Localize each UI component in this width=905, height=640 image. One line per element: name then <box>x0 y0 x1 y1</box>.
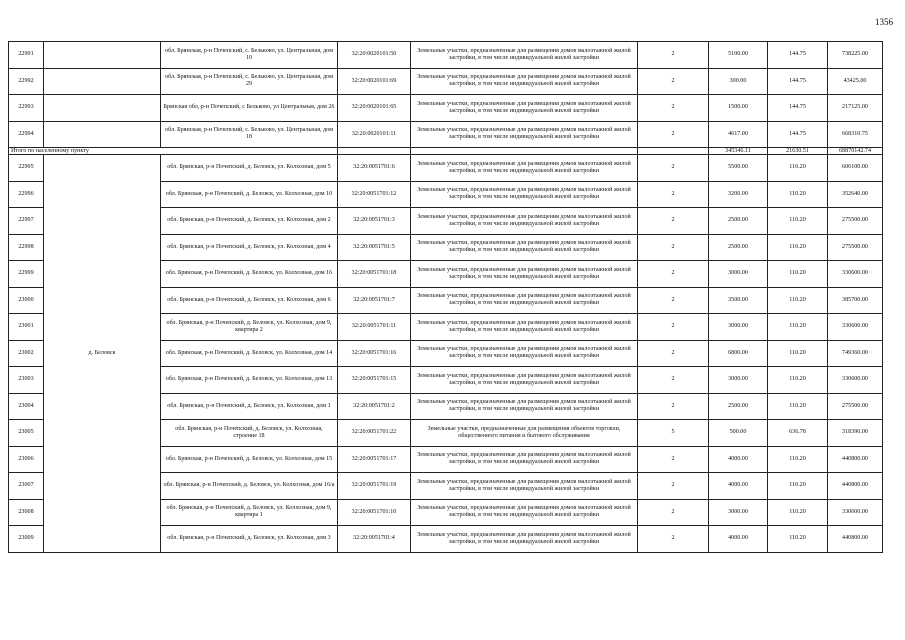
area-value: 4617.00 <box>709 121 768 148</box>
rate-value: 110.20 <box>768 287 828 314</box>
rate-value: 110.20 <box>768 367 828 394</box>
group-code: 2 <box>638 287 709 314</box>
land-valuation-table <box>8 41 883 553</box>
land-purpose: Земельные участки, предназначенные для размещения домов малоэтажной жилой застройки, в том числе индивидуальной жилой застройки <box>411 121 638 148</box>
address-cell: обл. Брянская, р-н Почепский, д. Беловск, ул. Колхозная, дом 9, квартира 2 <box>161 314 338 341</box>
cadastral-value: 738225.00 <box>828 42 883 69</box>
land-purpose: Земельные участки, предназначенные для размещения домов малоэтажной жилой застройки, в том числе индивидуальной жилой застройки <box>411 287 638 314</box>
address-cell: обл. Брянская, р-н Почепский, д. Беловск, ул. Колхозная, дом 4 <box>161 234 338 261</box>
land-purpose: Земельные участки, предназначенные для размещения домов малоэтажной жилой застройки, в том числе индивидуальной жилой застройки <box>411 393 638 420</box>
cadastral-value: 330600.00 <box>828 314 883 341</box>
settlement-cell <box>44 95 161 122</box>
rate-value: 110.20 <box>768 181 828 208</box>
address-cell: обл. Брянская, р-н Почепский, д. Беловск, ул. Колхозная, дом 9, квартира 1 <box>161 499 338 526</box>
cadastral-value: 352640.00 <box>828 181 883 208</box>
total-blank-cell <box>338 148 411 155</box>
cadastral-value: 275500.00 <box>828 208 883 235</box>
rate-value: 110.20 <box>768 473 828 500</box>
row-number: 22998 <box>9 234 44 261</box>
cadastral-number: 32:20:0051701:18 <box>338 261 411 288</box>
area-value: 3200.00 <box>709 181 768 208</box>
row-number: 22993 <box>9 95 44 122</box>
cadastral-number: 32:20:0051701:10 <box>338 499 411 526</box>
table-row <box>9 42 883 69</box>
row-number: 22996 <box>9 181 44 208</box>
row-number: 23004 <box>9 393 44 420</box>
area-value: 5500.00 <box>709 155 768 182</box>
row-number: 23006 <box>9 446 44 473</box>
area-value: 500.00 <box>709 420 768 447</box>
cadastral-number: 32:20:0051701:15 <box>338 367 411 394</box>
table-row <box>9 68 883 95</box>
rate-value: 110.20 <box>768 234 828 261</box>
settlement-cell <box>44 68 161 95</box>
group-code: 2 <box>638 42 709 69</box>
land-purpose: Земельные участки, предназначенные для размещения домов малоэтажной жилой застройки, в том числе индивидуальной жилой застройки <box>411 181 638 208</box>
group-code: 2 <box>638 181 709 208</box>
total-section <box>9 148 883 155</box>
rate-value: 144.75 <box>768 121 828 148</box>
cadastral-value: 330600.00 <box>828 367 883 394</box>
group-code: 2 <box>638 68 709 95</box>
row-number: 23007 <box>9 473 44 500</box>
cadastral-value: 440800.00 <box>828 526 883 553</box>
area-value: 1500.00 <box>709 95 768 122</box>
address-cell: обл. Брянская, р-н Почепский, с. Бельково, ул. Центральная, дом 29 <box>161 68 338 95</box>
land-purpose: Земельные участки, предназначенные для размещения домов малоэтажной жилой застройки, в том числе индивидуальной жилой застройки <box>411 68 638 95</box>
row-number: 23003 <box>9 367 44 394</box>
address-cell: обл. Брянская, р-н Почепский, д. Беловск, ул. Колхозная, дом 10 <box>161 181 338 208</box>
area-value: 3000.00 <box>709 499 768 526</box>
rate-value: 110.20 <box>768 526 828 553</box>
cadastral-number: 32:20:0051701:4 <box>338 526 411 553</box>
row-number: 22994 <box>9 121 44 148</box>
land-purpose: Земельные участки, предназначенные для размещения домов малоэтажной жилой застройки, в том числе индивидуальной жилой застройки <box>411 261 638 288</box>
total-area: 345346.11 <box>709 148 768 155</box>
address-cell: обл. Брянская, р-н Почепский, д. Беловск, ул. Колхозная, дом 5 <box>161 155 338 182</box>
rate-value: 110.20 <box>768 261 828 288</box>
row-number: 22997 <box>9 208 44 235</box>
row-number: 22992 <box>9 68 44 95</box>
address-cell: обл. Брянская, р-н Почепский, д. Беловск, ул. Колхозная, дом 3 <box>161 526 338 553</box>
settlement-name: д. Беловск <box>44 155 161 553</box>
settlement-cell <box>44 121 161 148</box>
land-purpose: Земельные участки, предназначенные для размещения домов малоэтажной жилой застройки, в том числе индивидуальной жилой застройки <box>411 473 638 500</box>
rate-value: 110.20 <box>768 393 828 420</box>
cadastral-number: 32:20:0020101:50 <box>338 42 411 69</box>
area-value: 2500.00 <box>709 393 768 420</box>
rate-value: 110.20 <box>768 208 828 235</box>
address-cell: обл. Брянская, р-н Почепский, д. Беловск, ул. Колхозная, строение 18 <box>161 420 338 447</box>
cadastral-number: 32:20:0051701:2 <box>338 393 411 420</box>
group-code: 2 <box>638 340 709 367</box>
cadastral-number: 32:20:0020101:11 <box>338 121 411 148</box>
area-value: 5100.00 <box>709 42 768 69</box>
address-cell: обл. Брянская, р-н Почепский, д. Беловск, ул. Колхозная, дом 14 <box>161 340 338 367</box>
address-cell: обл. Брянская, р-н Почепский, д. Беловск, ул. Колхозная, дом 15 <box>161 446 338 473</box>
area-value: 3000.00 <box>709 367 768 394</box>
row-number: 22999 <box>9 261 44 288</box>
cadastral-value: 330600.00 <box>828 261 883 288</box>
cadastral-number: 32:20:0051701:3 <box>338 208 411 235</box>
cadastral-number: 32:20:0051701:19 <box>338 473 411 500</box>
rate-value: 110.20 <box>768 155 828 182</box>
land-purpose: Земельные участки, предназначенные для размещения домов малоэтажной жилой застройки, в том числе индивидуальной жилой застройки <box>411 367 638 394</box>
cadastral-number: 32:20:0051701:12 <box>338 181 411 208</box>
cadastral-value: 275500.00 <box>828 393 883 420</box>
cadastral-number: 32:20:0051701:16 <box>338 340 411 367</box>
cadastral-number: 32:20:0051701:11 <box>338 314 411 341</box>
cadastral-number: 32:20:0051701:5 <box>338 234 411 261</box>
cadastral-number: 32:20:0051701:6 <box>338 155 411 182</box>
land-purpose: Земельные участки, предназначенные для размещения домов малоэтажной жилой застройки, в том числе индивидуальной жилой застройки <box>411 42 638 69</box>
address-cell: обл. Брянская, р-н Почепский, д. Беловск, ул. Колхозная, дом 1 <box>161 393 338 420</box>
area-value: 3000.00 <box>709 314 768 341</box>
land-purpose: Земельные участки, предназначенные для размещения домов малоэтажной жилой застройки, в том числе индивидуальной жилой застройки <box>411 234 638 261</box>
cadastral-value: 440800.00 <box>828 473 883 500</box>
row-number: 23009 <box>9 526 44 553</box>
area-value: 6800.00 <box>709 340 768 367</box>
group-code: 2 <box>638 393 709 420</box>
group-code: 2 <box>638 155 709 182</box>
land-purpose: Земельные участки, предназначенные для размещения домов малоэтажной жилой застройки, в том числе индивидуальной жилой застройки <box>411 314 638 341</box>
table-row <box>9 121 883 148</box>
page-number: 1356 <box>875 17 893 27</box>
cadastral-value: 385700.00 <box>828 287 883 314</box>
group-code: 2 <box>638 473 709 500</box>
area-value: 4000.00 <box>709 526 768 553</box>
rate-value: 110.20 <box>768 340 828 367</box>
cadastral-value: 668310.75 <box>828 121 883 148</box>
cadastral-number: 32:20:0051701:17 <box>338 446 411 473</box>
address-cell: обл. Брянская, р-н Почепский, д. Беловск, ул. Колхозная, дом 16 <box>161 261 338 288</box>
group-code: 2 <box>638 367 709 394</box>
cadastral-value: 606100.00 <box>828 155 883 182</box>
rate-value: 110.20 <box>768 499 828 526</box>
rate-value: 144.75 <box>768 68 828 95</box>
group-code: 2 <box>638 446 709 473</box>
row-number: 23008 <box>9 499 44 526</box>
rate-value: 110.20 <box>768 314 828 341</box>
total-blank-cell <box>638 148 709 155</box>
total-blank-cell <box>411 148 638 155</box>
table-body-group1 <box>9 42 883 148</box>
land-purpose: Земельные участки, предназначенные для размещения домов малоэтажной жилой застройки, в том числе индивидуальной жилой застройки <box>411 499 638 526</box>
cadastral-number: 32:20:0020101:65 <box>338 95 411 122</box>
rate-value: 636.78 <box>768 420 828 447</box>
cadastral-value: 318390.00 <box>828 420 883 447</box>
cadastral-number: 32:20:0020101:69 <box>338 68 411 95</box>
address-cell: обл. Брянская, р-н Почепский, д. Беловск, ул. Колхозная, дом 6 <box>161 287 338 314</box>
total-value: 68870142.74 <box>828 148 883 155</box>
group-code: 2 <box>638 208 709 235</box>
rate-value: 110.20 <box>768 446 828 473</box>
table-row <box>9 155 883 182</box>
group-code: 2 <box>638 499 709 526</box>
group-code: 2 <box>638 121 709 148</box>
address-cell: обл. Брянская, р-н Почепский, д. Беловск, ул. Колхозная, дом 16/а <box>161 473 338 500</box>
address-cell: Брянская обл, р-н Почепский, с Бельково, ул Центральная, дом 26 <box>161 95 338 122</box>
total-label: Итого по населенному пункту <box>9 148 338 155</box>
row-number: 22991 <box>9 42 44 69</box>
total-rate: 21630.51 <box>768 148 828 155</box>
group-code: 2 <box>638 95 709 122</box>
cadastral-value: 330600.00 <box>828 499 883 526</box>
row-number: 23001 <box>9 314 44 341</box>
area-value: 4000.00 <box>709 473 768 500</box>
row-number: 23000 <box>9 287 44 314</box>
row-number: 22995 <box>9 155 44 182</box>
land-purpose: Земельные участки, предназначенные для размещения домов малоэтажной жилой застройки, в том числе индивидуальной жилой застройки <box>411 446 638 473</box>
cadastral-value: 440800.00 <box>828 446 883 473</box>
cadastral-number: 32:20:0051701:22 <box>338 420 411 447</box>
area-value: 3500.00 <box>709 287 768 314</box>
group-code: 2 <box>638 261 709 288</box>
cadastral-value: 749360.00 <box>828 340 883 367</box>
address-cell: обл. Брянская, р-н Почепский, с. Бельково, ул. Центральная, дом 10 <box>161 42 338 69</box>
settlement-cell <box>44 42 161 69</box>
group-code: 2 <box>638 234 709 261</box>
row-number: 23005 <box>9 420 44 447</box>
cadastral-number: 32:20:0051701:7 <box>338 287 411 314</box>
land-purpose: Земельные участки, предназначенные для размещения домов малоэтажной жилой застройки, в том числе индивидуальной жилой застройки <box>411 95 638 122</box>
cadastral-value: 275500.00 <box>828 234 883 261</box>
land-purpose: Земельные участки, предназначенные для размещения домов малоэтажной жилой застройки, в том числе индивидуальной жилой застройки <box>411 155 638 182</box>
total-row <box>9 148 883 155</box>
land-purpose: Земельные участки, предназначенные для размещения объектов торговли, общественного питания и бытового обслуживания <box>411 420 638 447</box>
group-code: 2 <box>638 526 709 553</box>
row-number: 23002 <box>9 340 44 367</box>
group-code: 5 <box>638 420 709 447</box>
land-purpose: Земельные участки, предназначенные для размещения домов малоэтажной жилой застройки, в том числе индивидуальной жилой застройки <box>411 526 638 553</box>
area-value: 2500.00 <box>709 208 768 235</box>
land-purpose: Земельные участки, предназначенные для размещения домов малоэтажной жилой застройки, в том числе индивидуальной жилой застройки <box>411 340 638 367</box>
land-purpose: Земельные участки, предназначенные для размещения домов малоэтажной жилой застройки, в том числе индивидуальной жилой застройки <box>411 208 638 235</box>
area-value: 4000.00 <box>709 446 768 473</box>
table-body-group2 <box>9 155 883 553</box>
area-value: 300.00 <box>709 68 768 95</box>
group-code: 2 <box>638 314 709 341</box>
address-cell: обл. Брянская, р-н Почепский, д. Беловск, ул. Колхозная, дом 2 <box>161 208 338 235</box>
table-row <box>9 95 883 122</box>
cadastral-value: 43425.00 <box>828 68 883 95</box>
address-cell: обл. Брянская, р-н Почепский, с. Бельково, ул. Центральная, дом 18 <box>161 121 338 148</box>
address-cell: обл. Брянская, р-н Почепский, д. Беловск, ул. Колхозная, дом 13 <box>161 367 338 394</box>
cadastral-value: 217125.00 <box>828 95 883 122</box>
area-value: 3000.00 <box>709 261 768 288</box>
rate-value: 144.75 <box>768 95 828 122</box>
rate-value: 144.75 <box>768 42 828 69</box>
area-value: 2500.00 <box>709 234 768 261</box>
